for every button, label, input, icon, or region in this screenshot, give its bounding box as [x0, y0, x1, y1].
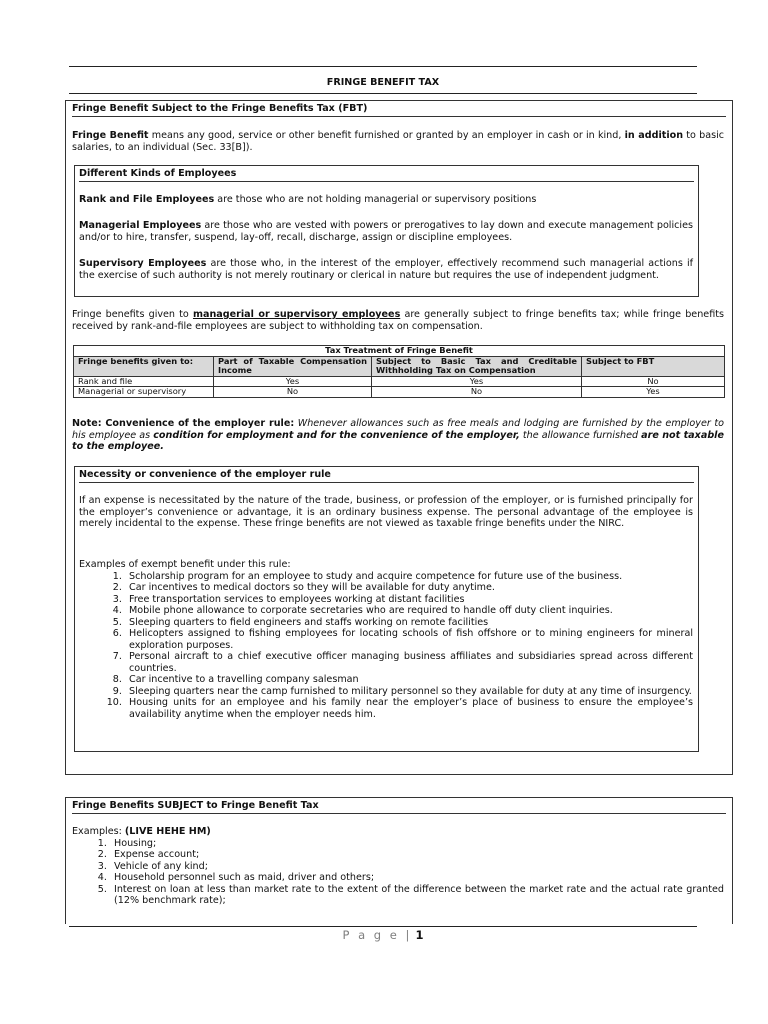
supervisory-definition [79, 258, 693, 281]
convenience-note [72, 418, 724, 453]
exempt-examples-list [79, 571, 693, 721]
managerial-text: are those who are vested with powers or prerogatives to lay down and execute management policies and/or to hire, transfer, suspend, lay-off, recall, discharge, assign or discipline employees. [79, 220, 693, 243]
given-text: Fringe benefits given to [72, 309, 193, 320]
note-label: Note: Convenience of the employer rule: [72, 418, 295, 429]
list-item: 8. Car incentive to a travelling company salesman [125, 674, 693, 686]
fringe-benefits-given-paragraph [72, 309, 724, 332]
supervisory-text: are those who, in the interest of the employer, effectively recommend such managerial actions if the exercise of such authority is not merely routinary or clerical in nature but requires the use of independent judgment. [79, 258, 693, 281]
necessity-paragraph: If an expense is necessitated by the nature of the trade, business, or profession of the employer, or is furnished principally for the employer’s convenience or advantage, it is an ordinary business expense. The personal advantage of the employee is merely incidental to the expense. These fringe benefits are not viewed as taxable fringe benefits under the NIRC. [79, 495, 693, 529]
table-cell: Yes [582, 387, 725, 398]
exempt-examples [79, 559, 693, 720]
table-row [74, 376, 725, 387]
necessity-rule-box [74, 466, 699, 752]
subject-examples [72, 826, 724, 907]
table-header: Subject to FBT [582, 356, 725, 376]
page-title: FRINGE BENEFIT TAX [326, 77, 440, 88]
table-header: Fringe benefits given to: [74, 356, 214, 376]
page-number: 1 [415, 928, 424, 942]
managerial-definition [79, 220, 693, 243]
exempt-examples-label: Examples of exempt benefit under this rule: [79, 559, 291, 570]
table-header: Subject to Basic Tax and Creditable Withholding Tax on Compensation [372, 356, 582, 376]
note-emphasis-end: are not taxable to the employee. [72, 429, 724, 452]
fringe-benefit-definition [72, 130, 724, 153]
examples-mnemonic: (LIVE HEHE HM) [124, 826, 211, 837]
page-footer [69, 930, 697, 942]
note-text-mid: the allowance furnished [519, 429, 642, 441]
list-item: 1. Scholarship program for an employee to study and acquire competence for future use of the business. [125, 571, 693, 583]
list-item: 5. Sleeping quarters to field engineers and staffs working on remote facilities [125, 617, 693, 629]
title-rule-top [69, 66, 697, 67]
fbt-definition-section [65, 100, 733, 775]
table-cell: Managerial or supervisory [74, 387, 214, 398]
table-cell: Yes [372, 376, 582, 387]
table-row [74, 387, 725, 398]
section-heading: Fringe Benefit Subject to the Fringe Benefits Tax (FBT) [72, 103, 726, 117]
footer-rule [69, 926, 697, 927]
list-item: 1. Housing; [110, 838, 724, 850]
table-header: Part of Taxable Compensation Income [214, 356, 372, 376]
fbt-subject-section [65, 797, 733, 924]
table-cell: No [372, 387, 582, 398]
definition-text-end: to basic salaries, to an individual (Sec. 33[B]). [72, 130, 725, 153]
list-item: 6. Helicopters assigned to fishing employees for locating schools of fish offshore or to mining engineers for mineral exploration purposes. [125, 628, 693, 651]
managerial-term: Managerial Employees [79, 220, 202, 231]
page-label: P a g e | [342, 928, 412, 942]
rank-and-file-definition [79, 194, 693, 206]
list-item: 3. Vehicle of any kind; [110, 861, 724, 873]
subject-examples-label-line [72, 826, 724, 838]
employee-kinds-heading: Different Kinds of Employees [79, 168, 694, 182]
table-cell: No [214, 387, 372, 398]
list-item: 9. Sleeping quarters near the camp furnished to military personnel so they available for duty at any time of insurgency. [125, 686, 693, 698]
list-item: 2. Car incentives to medical doctors so they will be available for duty anytime. [125, 582, 693, 594]
subject-examples-list [72, 838, 724, 907]
note-emphasis: condition for employment and for the convenience of the employer, [153, 429, 520, 441]
list-item: 4. Mobile phone allowance to corporate secretaries who are required to handle off duty client inquiries. [125, 605, 693, 617]
definition-text: means any good, service or other benefit furnished or granted by an employer in cash or in kind, [148, 130, 625, 141]
given-text-end: are generally subject to fringe benefits tax; while fringe benefits received by rank-and-file employees are subject to withholding tax on compensation. [72, 309, 724, 332]
table-cell: Yes [214, 376, 372, 387]
employee-kinds-box [74, 165, 699, 297]
rank-term: Rank and File Employees [79, 194, 215, 205]
section-heading: Fringe Benefits SUBJECT to Fringe Benefit Tax [72, 800, 726, 814]
list-item: 3. Free transportation services to employees working at distant facilities [125, 594, 693, 606]
supervisory-term: Supervisory Employees [79, 258, 207, 269]
necessity-heading: Necessity or convenience of the employer rule [79, 469, 694, 483]
list-item: 5. Interest on loan at less than market rate to the extent of the difference between the market rate and the actual rate granted (12% benchmark rate); [110, 884, 724, 907]
given-term: managerial or supervisory employees [192, 309, 401, 320]
list-item: 2. Expense account; [110, 849, 724, 861]
tax-treatment-table [73, 345, 725, 398]
table-caption: Tax Treatment of Fringe Benefit [74, 346, 725, 357]
title-rule-bottom [69, 93, 697, 94]
note-text: Whenever allowances such as free meals and lodging are furnished by the employer to his employee as [72, 418, 724, 441]
definition-emphasis: in addition [624, 130, 684, 141]
list-item: 10. Housing units for an employee and his family near the employer’s place of business to ensure the employee’s availability anytime when the employer needs him. [125, 697, 693, 720]
table-cell: Rank and file [74, 376, 214, 387]
list-item: 4. Household personnel such as maid, driver and others; [110, 872, 724, 884]
examples-label: Examples: [72, 826, 125, 837]
rank-text: are those who are not holding managerial or supervisory positions [214, 194, 537, 205]
table-cell: No [582, 376, 725, 387]
definition-term: Fringe Benefit [72, 130, 149, 141]
list-item: 7. Personal aircraft to a chief executive officer managing business affiliates and subsidiaries spread across different countries. [125, 651, 693, 674]
